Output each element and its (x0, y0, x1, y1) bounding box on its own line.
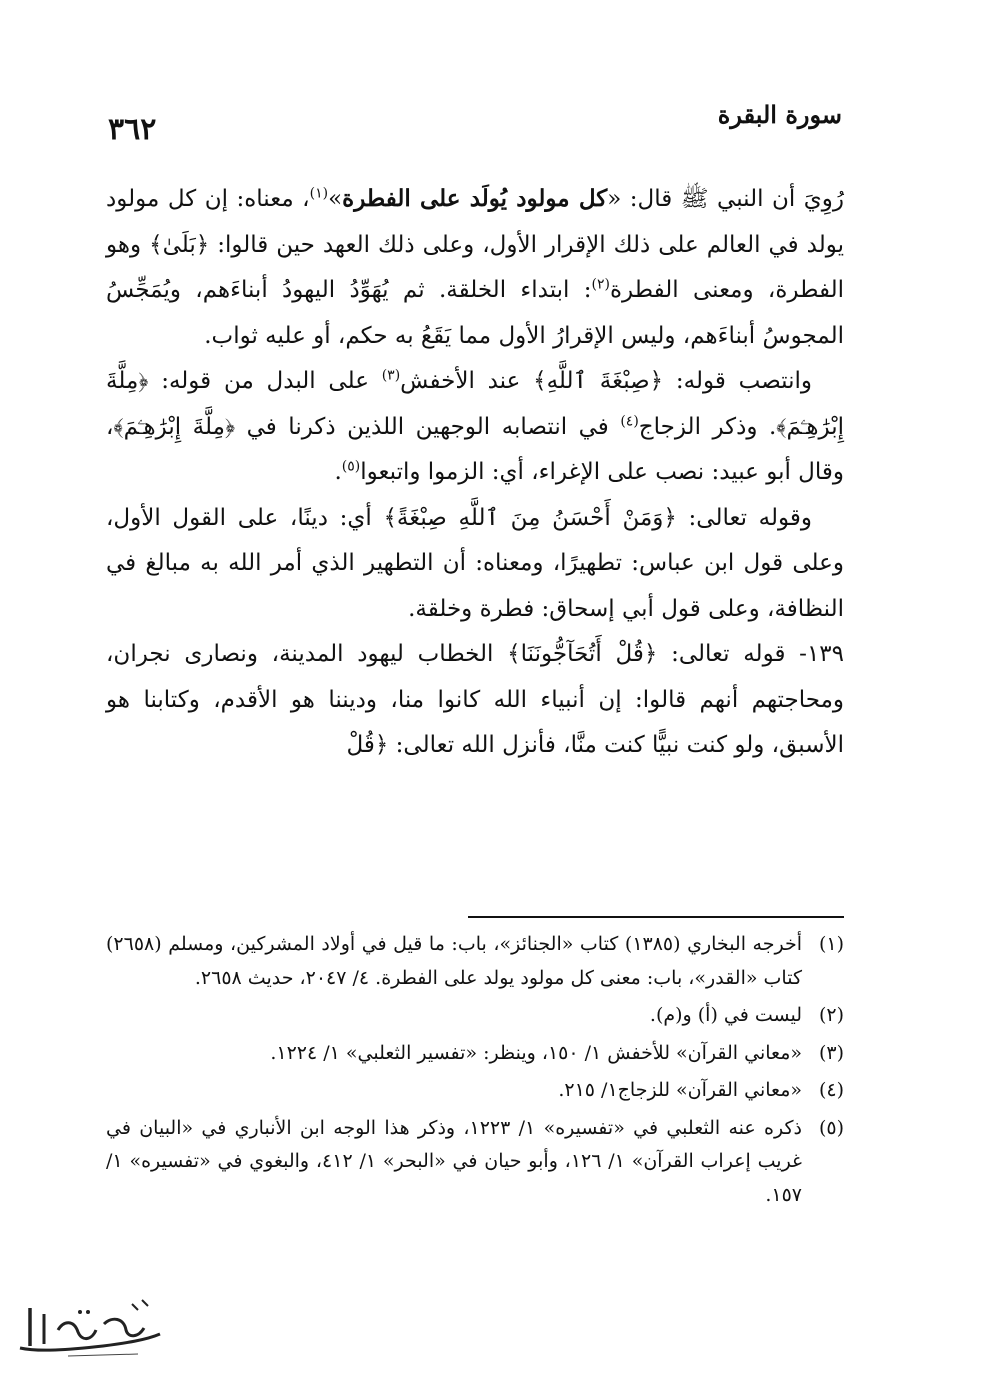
p2-text-a: وانتصب قوله: ﴿صِبْغَةَ ٱللَّهِ﴾ عند الأخفش (400, 368, 812, 394)
calligraphy-logo (8, 1290, 168, 1360)
footnotes (106, 928, 844, 1216)
footnote-number: (٥) (818, 1116, 844, 1139)
footnote-item (106, 1037, 844, 1071)
main-text (106, 176, 844, 769)
footnote-ref-5: (٥) (341, 458, 361, 475)
p2-text-b: على البدل من قوله: ﴿مِلَّةَ إِبْرَٰهِـۧمَ﴾. وذكر الزجاج (106, 368, 845, 440)
footnote-ref-3: (٣) (381, 367, 401, 384)
footnote-separator (468, 916, 844, 918)
footnote-item (106, 999, 844, 1033)
paragraph-3: وقوله تعالى: ﴿وَمَنْ أَحْسَنُ مِنَ ٱللَّهِ صِبْغَةً﴾ أي: دينًا، على القول الأول، وعلى قول ابن عباس: تطهيرًا، ومعناه: أن التطهير الذي أمر الله به مبالغ في النظافة، وعلى قول أبي إسحاق: فطرة وخلقة. (106, 504, 844, 622)
footnote-ref-4: (٤) (620, 412, 639, 429)
footnote-text: «معاني القرآن» للأخفش ١/ ١٥٠، وينظر: «تفسير الثعلبي» ١/ ١٢٢٤. (270, 1041, 802, 1064)
footnote-text: ذكره عنه الثعلبي في «تفسيره» ١/ ١٢٢٣، وذكر هذا الوجه ابن الأنباري في «البيان في غريب إعراب القرآن» ١/ ١٢٦، وأبو حيان في «البحر» ١/ ٤١٢، والبغوي في «تفسيره» ١/ ١٥٧. (106, 1116, 802, 1206)
footnote-item (106, 1112, 844, 1213)
footnote-item (106, 928, 844, 995)
footnote-text: «معاني القرآن» للزجاج١/ ٢١٥. (558, 1079, 802, 1101)
page-number: ٣٦٢ (108, 112, 157, 147)
page-header (108, 100, 842, 150)
p2-text-d: . (334, 459, 342, 485)
p2-text-c: في انتصابه الوجهين اللذين ذكرنا في ﴿مِلَّةَ إِبْرَٰهِـۧمَ﴾، وقال أبو عبيد: نصب على الإغراء، أي: الزموا واتبعوا (106, 413, 844, 485)
paragraph-2 (106, 359, 844, 496)
chapter-title: سورة البقرة (717, 100, 842, 129)
hadith-text: كل مولود يُولَد على الفطرة (342, 185, 608, 212)
paragraph-4: ١٣٩- قوله تعالى: ﴿قُلْ أَتُحَآجُّونَنَا﴾ الخطاب ليهود المدينة، ونصارى نجران، ومحاجتهم أنهم قالوا: إن أنبياء الله كانوا منا، وديننا هو الأقدم، وكتابنا هو الأسبق، ولو كنت نبيًّا كنت منَّا، فأنزل الله تعالى: ﴿قُلْ (106, 641, 844, 758)
p1-hadith-close: » (328, 186, 343, 212)
footnote-ref-1: (١) (309, 185, 329, 202)
paragraph-1 (106, 176, 844, 359)
p1-text-a: رُوِيَ أن النبي ﷺ قال: « (607, 186, 844, 212)
footnote-text: أخرجه البخاري (١٣٨٥) كتاب «الجنائز»، باب: ما قيل في أولاد المشركين، ومسلم (٢٦٥٨) كتاب «القدر»، باب: معنى كل مولود يولد على الفطرة. ٤/ ٢٠٤٧، حديث ٢٦٥٨. (106, 933, 802, 989)
footnote-number: (١) (818, 933, 844, 955)
footnote-text: ليست في (أ) و(م). (649, 1004, 802, 1026)
footnote-item (106, 1074, 844, 1108)
p1-text-b: ، معناه: إن كل مولود يولد في العالم على ذلك الإقرار الأول، وعلى ذلك العهد حين قالوا: ﴿بَلَىٰ﴾ وهو الفطرة، ومعنى الفطرة (106, 186, 844, 303)
footnote-number: (٤) (818, 1079, 844, 1101)
footnote-number: (٣) (818, 1041, 844, 1064)
footnote-number: (٢) (818, 1004, 844, 1026)
footnote-ref-2: (٢) (591, 276, 610, 293)
p1-text-c: : ابتداء الخلقة. ثم يُهَوِّدُ اليهودُ أبناءَهم، ويُمَجِّسُ المجوسُ أبناءَهم، وليس الإقرارُ الأول مما يَقَعُ به حكم، أو عليه ثواب. (106, 277, 844, 349)
